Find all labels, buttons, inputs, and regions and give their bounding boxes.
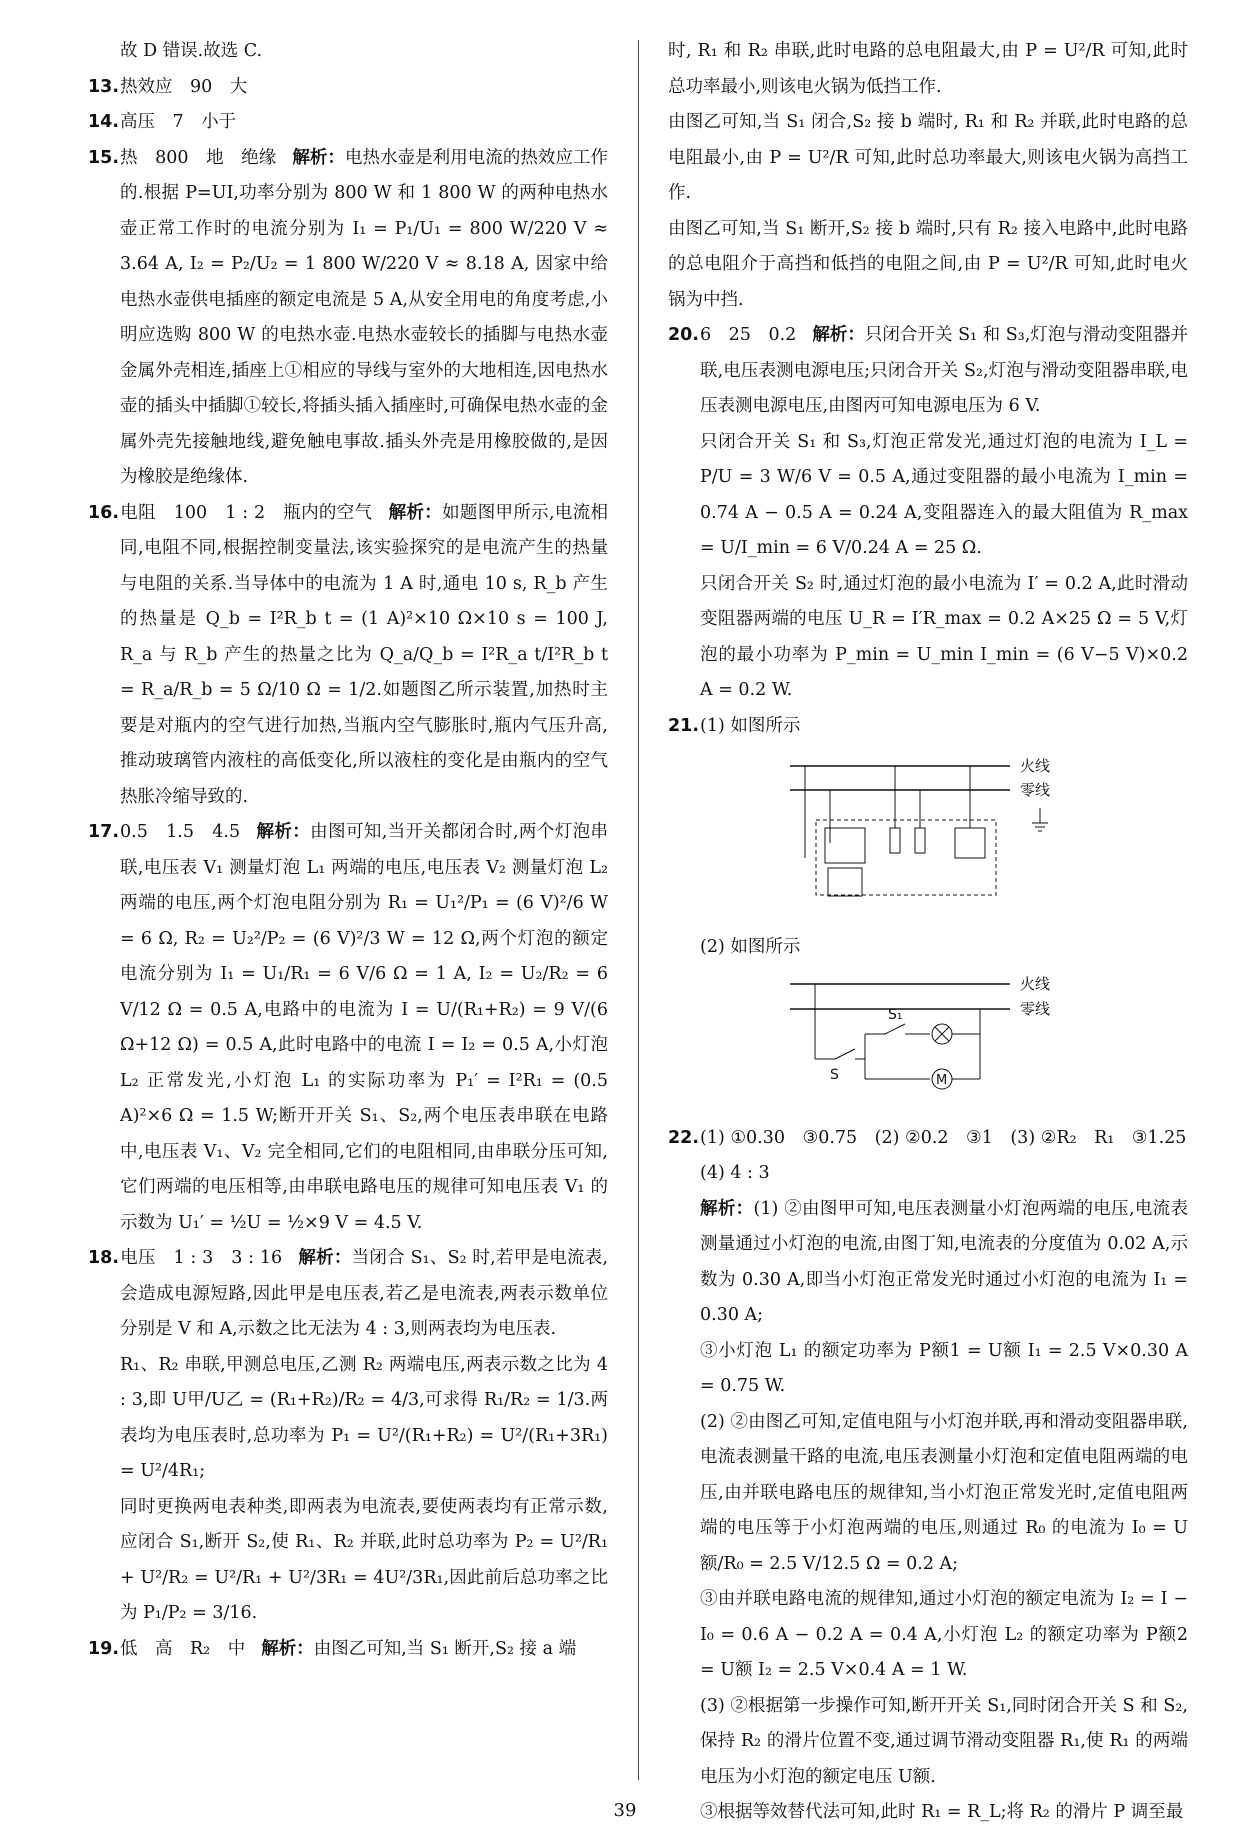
analysis-label: 解析： — [298, 1248, 352, 1268]
analysis-text: 由图乙可知,当 S₁ 闭合,S₂ 接 b 端时, R₁ 和 R₂ 并联,此时电路的总电阻最小,由 P = U²/R 可知,此时总功率最大,则该电火锅为高挡工作. — [668, 112, 1188, 203]
answer-20 — [668, 318, 1188, 709]
motor-label: M — [936, 1073, 948, 1088]
analysis-text: R₁、R₂ 串联,甲测总电压,乙测 R₂ 两端电压,两表示数之比为 4 : 3,即 U甲/U乙 = (R₁+R₂)/R₂ = 4/3,可求得 R₁/R₂ = 1/3.两表均为电压表时,总功率为 P₁ = U²/(R₁+R₂) = U²/(R₁+3R₁) = U²/4R₁; — [120, 1354, 608, 1481]
answer-text: 热效应 90 大 — [120, 76, 248, 97]
answer-text: 热 800 地 绝缘 — [120, 147, 277, 168]
answer-text: 电压 1 : 3 3 : 16 — [120, 1248, 283, 1268]
analysis-text: ③小灯泡 L₁ 的额定功率为 P额1 = U额 I₁ = 2.5 V×0.30 A = 0.75 W. — [700, 1340, 1188, 1396]
analysis-text: ③由并联电路电流的规律知,通过小灯泡的额定电流为 I₂ = I − I₀ = 0.6 A − 0.2 A = 0.4 A,小灯泡 L₂ 的额定功率为 P额2 = U额 I₂ = 2.5 V×0.4 A = 1 W. — [700, 1589, 1188, 1680]
answer-21 — [668, 709, 1188, 1113]
question-number: 15. — [88, 147, 120, 168]
analysis-label: 解析： — [388, 502, 443, 523]
neutral-wire-label: 零线 — [1020, 781, 1051, 799]
question-number: 18. — [88, 1248, 120, 1268]
neutral-wire-label: 零线 — [1020, 1000, 1051, 1018]
right-column — [668, 34, 1188, 1831]
analysis-text: 同时更换两电表种类,即两表为电流表,要使两表均有正常示数,应闭合 S₁,断开 S₂,使 R₁、R₂ 并联,此时总功率为 P₂ = U²/R₁ + U²/R₂ = U²/R₁ + U²/3R₁ = 4U²/3R₁,因此前后总功率之比为 P₁/P₂ = 3/16. — [120, 1496, 608, 1623]
analysis-text: 只闭合开关 S₁ 和 S₃,灯泡正常发光,通过灯泡的电流为 I_L = P/U = 3 W/6 V = 0.5 A,通过变阻器的最小电流为 I_min = 0.74 A − 0.5 A = 0.24 A,变阻器连入的最大阻值为 R_max = U/I_min = 6 V/0.24 A = 25 Ω. — [700, 431, 1188, 558]
analysis-text: 如题图乙所示装置,加热时主要是对瓶内的空气进行加热,当瓶内空气膨胀时,瓶内气压升高,推动玻璃管内液柱的高低变化,所以液柱的变化是由瓶内的空气热胀冷缩导致的. — [120, 680, 608, 807]
analysis-text: 断开开关 S₁、S₂,两个电压表串联在电路中,电压表 V₁、V₂ 完全相同,它们的电阻相同,由串联分压可知,它们两端的电压相等,由串联电路电压的规律可知电压表 V₁ 的示数为 U₁′ = ½U = ½×9 V = 4.5 V. — [120, 1106, 608, 1233]
question-number: 14. — [88, 112, 120, 132]
figure-caption: (2) 如图所示 — [700, 936, 801, 957]
analysis-label: 解析： — [292, 147, 345, 168]
answer-text: (4) 4 : 3 — [700, 1163, 770, 1183]
analysis-text: 如题图甲所示,电流相同,电阻不同,根据控制变量法,该实验探究的是电流产生的热量与电阻的关系.当导体中的电流为 1 A 时,通电 10 s, R_b 产生的热量是 Q_b = I²R_b t = (1 A)²×10 Ω×10 s = 100 J, R_a 与 R_b 产生的热量之比为 Q_a/Q_b = I²R_a t/I²R_b t = R_a/R_b = 5 Ω/10 Ω = 1/2. — [120, 502, 608, 700]
page-number: 39 — [613, 1800, 637, 1821]
analysis-text: 只闭合开关 S₁ 和 S₃,灯泡与滑动变阻器并联,电压表测电源电压;只闭合开关 S₂,灯泡与滑动变阻器串联,电压表测电源电压,由图丙可知电源电压为 6 V. — [700, 325, 1188, 416]
answer-18 — [88, 1241, 608, 1632]
analysis-label: 解析： — [256, 822, 311, 842]
switch-s-label: S — [830, 1067, 839, 1083]
answer-text: (1) ①0.30 ③0.75 (2) ②0.2 ③1 (3) ②R₂ R₁ ③1.25 — [700, 1127, 1187, 1148]
analysis-text: 由图乙可知,当 S₁ 断开,S₂ 接 a 端 — [313, 1638, 577, 1659]
circuit-figure-1 — [780, 748, 1080, 908]
answer-text: 6 25 0.2 — [700, 325, 797, 345]
question-number: 17. — [88, 822, 120, 842]
answer-17 — [88, 815, 608, 1241]
analysis-label: 解析： — [700, 1198, 754, 1219]
analysis-text: (2) ②由图乙可知,定值电阻与小灯泡并联,再和滑动变阻器串联,电流表测量干路的电流,电压表测量小灯泡和定值电阻两端的电压,由并联电路电压的规律知,当小灯泡正常发光时,定值电阻两端的电压等于小灯泡两端的电压,则通过 R₀ 的电流为 I₀ = U额/R₀ = 2.5 V/12.5 Ω = 0.2 A; — [700, 1411, 1188, 1574]
answer-13 — [88, 70, 608, 106]
analysis-text: 由图乙可知,当 S₁ 断开,S₂ 接 b 端时,只有 R₂ 接入电路中,此时电路的总电阻介于高挡和低挡的电阻之间,由 P = U²/R 可知,此时电火锅为中挡. — [668, 218, 1188, 310]
figure-caption: (1) 如图所示 — [700, 715, 801, 736]
question-number: 13. — [88, 76, 120, 97]
answer-22 — [668, 1121, 1188, 1831]
analysis-text: 只闭合开关 S₂ 时,通过灯泡的最小电流为 I′ = 0.2 A,此时滑动变阻器两端的电压 U_R = I′R_max = 0.2 A×25 Ω = 5 V,灯泡的最小功率为 P_min = U_min I_min = (6 V−5 V)×0.2 A = 0.2 W. — [700, 573, 1188, 700]
text-line: 故 D 错误.故选 C. — [120, 41, 263, 61]
left-column — [88, 34, 608, 1667]
analysis-text: 由图可知,当开关都闭合时,两个灯泡串联,电压表 V₁ 测量灯泡 L₁ 两端的电压,电压表 V₂ 测量灯泡 L₂ 两端的电压,两个灯泡电阻分别为 R₁ = U₁²/P₁ = (6 V)²/6 W = 6 Ω, R₂ = U₂²/P₂ = (6 V)²/3 W = 12 Ω, — [120, 822, 609, 949]
household-circuit-diagram-2 — [780, 969, 1188, 1113]
live-wire-label: 火线 — [1020, 757, 1051, 775]
question-number: 19. — [88, 1638, 120, 1659]
analysis-text: 电热水壶是利用电流的热效应工作的.根据 P=UI,功率分别为 800 W 和 1 800 W 的两种电热水壶正常工作时的电流分别为 — [120, 147, 609, 239]
answer-16 — [88, 496, 608, 816]
analysis-text: I₁ = P₁/U₁ = 800 W/220 V ≈ 3.64 A, I₂ = P₂/U₂ = 1 800 W/220 V ≈ 8.18 A, — [120, 218, 608, 274]
answer-19 — [88, 1632, 608, 1668]
household-circuit-diagram-1 — [780, 748, 1188, 922]
analysis-text: 两个灯泡的额定电流分别为 I₁ = U₁/R₁ = 6 V/6 Ω = 1 A, I₂ = U₂/R₂ = 6 V/12 Ω = 0.5 A,电路中的电流为 I = U/(R₁+R₂) = 9 V/(6 Ω+12 Ω) = 0.5 A,此时电路中的电流 I = I₂ = 0.5 A,小灯泡 L₂ 正常发光,小灯泡 L₁ 的实际功率为 P₁′ = I²R₁ = (0.5 A)²×6 Ω = 1.5 W; — [120, 928, 608, 1126]
analysis-text: (3) ②根据第一步操作可知,断开开关 S₁,同时闭合开关 S 和 S₂,保持 R₂ 的滑片位置不变,通过调节滑动变阻器 R₁,使 R₁ 的两端电压为小灯泡的额定电压 U额. — [700, 1695, 1188, 1787]
answer-15 — [88, 141, 608, 496]
live-wire-label: 火线 — [1020, 975, 1051, 993]
analysis-text: 当闭合 S₁、S₂ 时,若甲是电流表,会造成电源短路,因此甲是电压表,若乙是电流表,两表示数单位分别是 V 和 A,示数之比无法为 4 : 3,则两表均为电压表. — [120, 1248, 608, 1339]
analysis-text: (1) ②由图甲可知,电压表测量小灯泡两端的电压,电流表测量通过小灯泡的电流,由图丁知,电流表的分度值为 0.02 A,示数为 0.30 A,即当小灯泡正常发光时通过小灯泡的电流为 I₁ = 0.30 A; — [700, 1198, 1189, 1325]
analysis-text: 时, R₁ 和 R₂ 串联,此时电路的总电阻最大,由 P = U²/R 可知,此时总功率最小,则该电火锅为低挡工作. — [668, 41, 1188, 97]
circuit-figure-2 — [780, 969, 1080, 1099]
answer-text: 高压 7 小于 — [120, 112, 237, 132]
analysis-label: 解析： — [812, 325, 865, 345]
answer-14 — [88, 105, 608, 141]
question-number: 20. — [668, 325, 700, 345]
analysis-text: ③根据等效替代法可知,此时 R₁ = R_L;将 R₂ 的滑片 P 调至最 — [700, 1802, 1184, 1822]
switch-s1-label: S₁ — [888, 1007, 903, 1023]
column-divider — [638, 40, 639, 1780]
question-number: 22. — [668, 1127, 700, 1148]
question-number: 16. — [88, 502, 120, 523]
answer-text: 电阻 100 1 : 2 瓶内的空气 — [120, 502, 373, 523]
answer-text: 低 高 R₂ 中 — [120, 1638, 246, 1659]
answer-text: 0.5 1.5 4.5 — [120, 822, 241, 842]
question-number: 21. — [668, 715, 700, 736]
analysis-label: 解析： — [261, 1638, 314, 1659]
analysis-text: 因家中给电热水壶供电插座的额定电流是 5 A,从安全用电的角度考虑,小明应选购 800 W 的电热水壶.电热水壶较长的插脚与电热水壶金属外壳相连,插座上①相应的导线与室外的大地相连,因电热水壶的插头中插脚①较长,将插头插入插座时,可确保电热水壶的金属外壳先接触地线,避免触电事故.插头外壳是用橡胶做的,是因为橡胶是绝缘体. — [120, 254, 608, 487]
